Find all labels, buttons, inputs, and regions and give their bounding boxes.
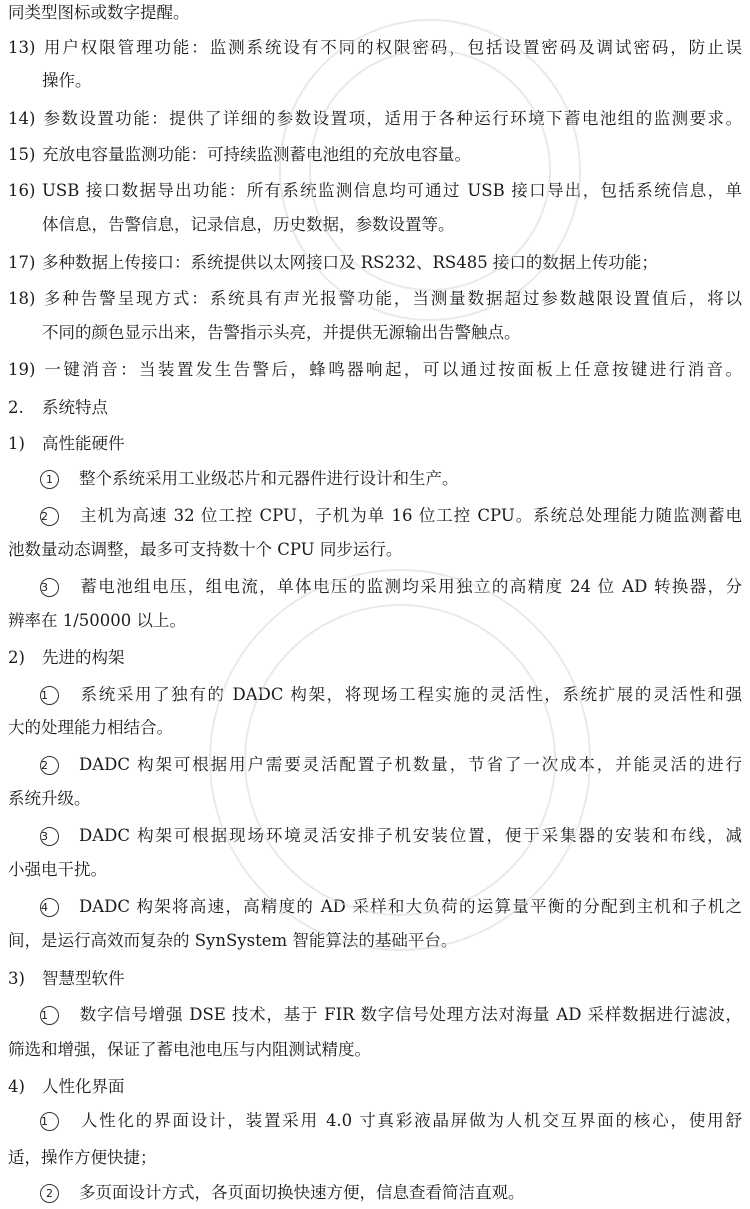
text-line <box>8 539 742 561</box>
circled-number: 2 <box>40 507 59 526</box>
text-line <box>8 930 742 952</box>
line-text: 系统升级。 <box>8 789 91 808</box>
line-text: 高性能硬件 <box>42 434 125 453</box>
text-line <box>8 397 742 419</box>
list-number: 19) <box>8 360 36 379</box>
circled-number: 1 <box>40 1112 59 1131</box>
line-text: 大的处理能力相结合。 <box>8 718 173 737</box>
line-text: 一键消音：当装置发生告警后，蜂鸣器响起，可以通过按面板上任意按键进行消音。 <box>42 360 742 379</box>
text-line <box>8 252 742 274</box>
text-line <box>40 576 742 598</box>
line-text: DADC 构架可根据现场环境灵活安排子机安装位置，便于采集器的安装和布线，减 <box>79 826 742 845</box>
circled-number: 4 <box>40 898 59 917</box>
text-line <box>40 1004 742 1026</box>
line-text: DADC 构架可根据用户需要灵活配置子机数量，节省了一次成本，并能灵活的进行 <box>79 755 742 774</box>
list-number: 3) <box>8 969 25 988</box>
text-line <box>40 754 742 776</box>
line-text: 参数设置功能：提供了详细的参数设置项，适用于各种运行环境下蓄电池组的监测要求。 <box>42 109 742 128</box>
text-line <box>8 37 742 59</box>
list-number: 13) <box>8 38 36 57</box>
circled-number: 1 <box>40 470 59 489</box>
text-line <box>8 108 742 130</box>
list-number: 15) <box>8 145 36 164</box>
text-line <box>40 684 742 706</box>
line-text: 辨率在 1/50000 以上。 <box>8 611 187 630</box>
line-text: 多页面设计方式，各页面切换快速方便，信息查看简洁直观。 <box>79 1183 525 1202</box>
list-number: 4) <box>8 1077 25 1096</box>
line-text: 数字信号增强 DSE 技术，基于 FIR 数字信号处理方法对海量 AD 采样数据进行滤波， <box>79 1005 742 1024</box>
list-number: 16) <box>8 181 36 200</box>
list-number: 2) <box>8 648 25 667</box>
line-text: 人性化的界面设计，装置采用 4.0 寸真彩液晶屏做为人机交互界面的核心，使用舒 <box>79 1111 742 1130</box>
line-text: 主机为高速 32 位工控 CPU，子机为单 16 位工控 CPU。系统总处理能力随监测蓄电 <box>79 506 742 525</box>
text-line <box>42 322 742 344</box>
text-line <box>8 788 742 810</box>
text-line <box>40 468 742 490</box>
text-line <box>8 180 742 202</box>
circled-number: 2 <box>40 1184 59 1203</box>
list-number: 18) <box>8 289 36 308</box>
line-text: 充放电容量监测功能：可持续监测蓄电池组的充放电容量。 <box>42 145 471 164</box>
text-line <box>40 1182 742 1204</box>
line-text: 筛选和增强，保证了蓄电池电压与内阻测试精度。 <box>8 1040 371 1059</box>
line-text: 系统特点 <box>42 398 108 417</box>
line-text: USB 接口数据导出功能：所有系统监测信息均可通过 USB 接口导出，包括系统信息，单 <box>42 181 742 200</box>
line-text: 多种数据上传接口：系统提供以太网接口及 RS232、RS485 接口的数据上传功能； <box>42 253 658 272</box>
line-text: DADC 构架将高速，高精度的 AD 采样和大负荷的运算量平衡的分配到主机和子机之 <box>79 897 742 916</box>
circled-number: 3 <box>40 578 59 597</box>
text-line <box>40 896 742 918</box>
text-line <box>8 1039 742 1061</box>
text-line <box>40 1110 742 1132</box>
line-text: 多种告警呈现方式：系统具有声光报警功能，当测量数据超过参数越限设置值后，将以 <box>42 289 742 308</box>
text-line <box>8 1147 742 1169</box>
line-text: 智慧型软件 <box>42 969 125 988</box>
line-text: 蓄电池组电压，组电流，单体电压的监测均采用独立的高精度 24 位 AD 转换器，分 <box>79 577 742 596</box>
list-number: 1) <box>8 434 25 453</box>
text-line <box>42 70 742 92</box>
line-text: 小强电干扰。 <box>8 860 107 879</box>
text-line <box>8 433 742 455</box>
text-line <box>8 2 742 24</box>
circled-number: 2 <box>40 756 59 775</box>
line-text: 同类型图标或数字提醒。 <box>8 3 190 22</box>
text-line <box>8 288 742 310</box>
text-line <box>8 647 742 669</box>
text-line <box>40 825 742 847</box>
text-line <box>8 859 742 881</box>
list-number: 2. <box>8 398 24 417</box>
line-text: 整个系统采用工业级芯片和元器件进行设计和生产。 <box>79 469 459 488</box>
line-text: 体信息，告警信息，记录信息，历史数据，参数设置等。 <box>42 215 455 234</box>
text-line <box>42 214 742 236</box>
list-number: 14) <box>8 109 36 128</box>
text-line <box>8 968 742 990</box>
circled-number: 3 <box>40 827 59 846</box>
line-text: 间，是运行高效而复杂的 SynSystem 智能算法的基础平台。 <box>8 931 458 950</box>
line-text: 不同的颜色显示出来，告警指示头亮，并提供无源输出告警触点。 <box>42 323 521 342</box>
line-text: 操作。 <box>42 71 92 90</box>
line-text: 适，操作方便快捷； <box>8 1148 157 1167</box>
list-number: 17) <box>8 253 36 272</box>
line-text: 池数量动态调整，最多可支持数十个 CPU 同步运行。 <box>8 540 403 559</box>
line-text: 先进的构架 <box>42 648 125 667</box>
circled-number: 1 <box>40 686 59 705</box>
circled-number: 1 <box>40 1006 59 1025</box>
text-line <box>8 359 742 381</box>
text-line <box>8 717 742 739</box>
text-line <box>40 505 742 527</box>
text-line <box>8 144 742 166</box>
text-line <box>8 1076 742 1098</box>
text-line <box>8 610 742 632</box>
line-text: 系统采用了独有的 DADC 构架，将现场工程实施的灵活性，系统扩展的灵活性和强 <box>79 685 742 704</box>
line-text: 用户权限管理功能：监测系统设有不同的权限密码，包括设置密码及调试密码，防止误 <box>42 38 742 57</box>
line-text: 人性化界面 <box>42 1077 125 1096</box>
